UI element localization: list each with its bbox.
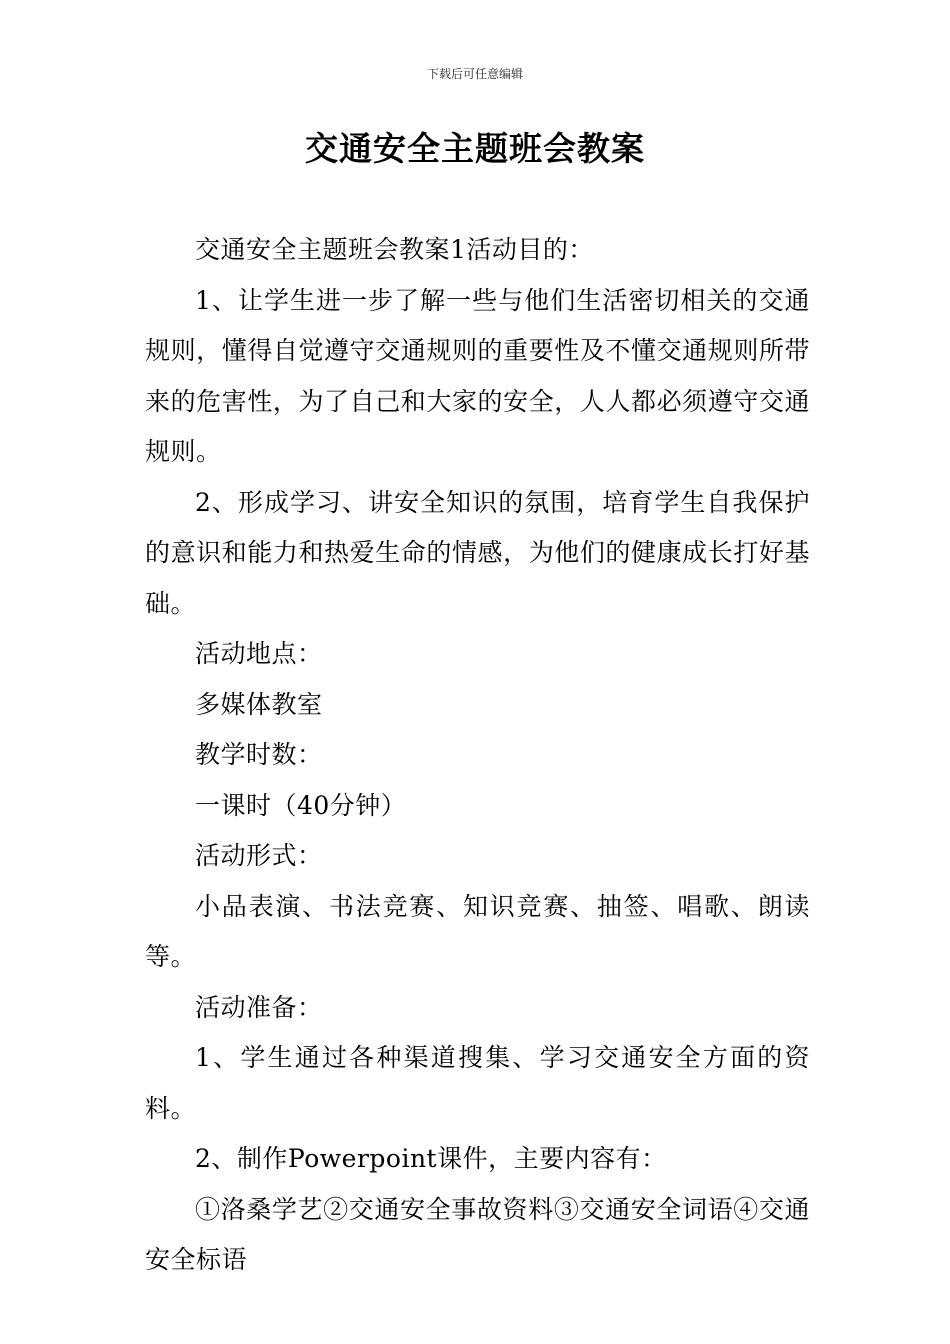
paragraph-location-label: 活动地点： bbox=[195, 639, 323, 668]
paragraph-prep-label: 活动准备： bbox=[195, 992, 323, 1022]
paragraph-format-value: 小品表演、书法竞赛、知识竞赛、抽签、唱歌、朗读等。 bbox=[145, 891, 810, 971]
paragraph-prep-items: ①洛桑学艺②交通安全事故资料③交通安全词语④交通安全标语 bbox=[145, 1194, 810, 1274]
paragraph-prep-1: 1、学生通过各种渠道搜集、学习交通安全方面的资料。 bbox=[145, 1043, 810, 1123]
paragraph-hours-value: 一课时（40分钟） bbox=[195, 790, 407, 820]
paragraph-location-value: 多媒体教室 bbox=[195, 689, 323, 719]
paragraph-format-label: 活动形式： bbox=[195, 841, 323, 870]
paragraph-prep-2: 2、制作Powerpoint课件，主要内容有： bbox=[195, 1144, 667, 1173]
document-title: 交通安全主题班会教案 bbox=[305, 129, 645, 168]
paragraph-goal-1: 1、让学生进一步了解一些与他们生活密切相关的交通规则，懂得自觉遵守交通规则的重要性及不懂交通规则所带来的危害性，为了自己和大家的安全，人人都必须遵守交通规则。 bbox=[145, 285, 810, 466]
paragraph-goal-2: 2、形成学习、讲安全知识的氛围，培育学生自我保护的意识和能力和热爱生命的情感，为他们的健康成长打好基础。 bbox=[145, 487, 810, 618]
paragraph-hours-label: 教学时数： bbox=[195, 740, 323, 769]
header-note: 下载后可任意编辑 bbox=[426, 67, 523, 81]
document-body bbox=[145, 225, 810, 1286]
paragraph-intro: 交通安全主题班会教案1活动目的： bbox=[195, 235, 594, 264]
